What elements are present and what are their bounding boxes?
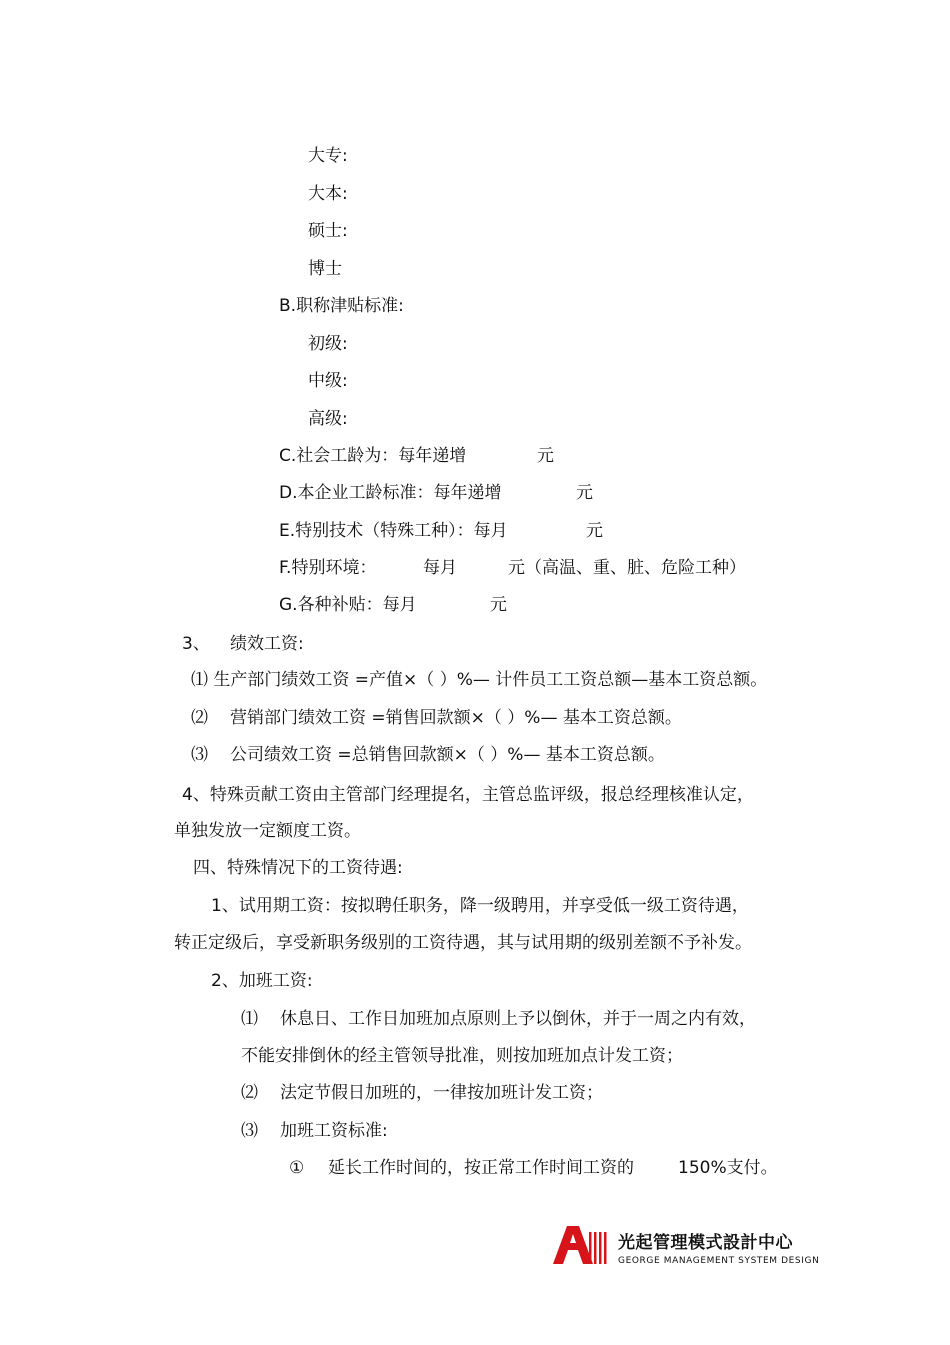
- overtime-2: 法定节假日加班的，一律按加班计发工资；: [280, 1083, 603, 1103]
- overtime-1-line2: 不能安排倒休的经主管领导批准，则按加班加点计发工资；: [241, 1046, 683, 1066]
- overtime-1-line1: 休息日、工作日加班加点原则上予以倒休，并于一周之内有效，: [280, 1009, 756, 1029]
- edu-line: 大本:: [308, 184, 348, 204]
- overtime-heading: 2、加班工资:: [211, 971, 313, 991]
- title-level: 初级:: [308, 334, 348, 354]
- trial-wage-line1: 1、试用期工资：按拟聘任职务，降一级聘用，并享受低一级工资待遇，: [211, 896, 749, 916]
- edu-line: 硕士:: [308, 221, 348, 241]
- item-f-mid: 每月: [423, 558, 457, 578]
- item-d-label: D.本企业工龄标准：每年递增: [279, 483, 502, 503]
- section-3-title: 绩效工资:: [230, 634, 304, 654]
- item-g-unit: 元: [490, 595, 507, 615]
- overtime-3-number: ⑶: [241, 1121, 258, 1141]
- trial-wage-line2: 转正定级后，享受新职务级别的工资待遇，其与试用期的级别差额不予补发。: [174, 933, 752, 953]
- overtime-2-number: ⑵: [241, 1083, 258, 1103]
- item-c-label: C.社会工龄为：每年递增: [279, 446, 467, 466]
- item-f-tail: 元（高温、重、脏、危险工种）: [508, 558, 746, 578]
- title-level: 高级:: [308, 409, 348, 429]
- edu-line: 博士: [308, 259, 342, 279]
- section-four-heading: 四、特殊情况下的工资待遇:: [193, 858, 403, 878]
- special-contribution-line2: 单独发放一定额度工资。: [174, 821, 361, 841]
- logo-english-name: GEORGE MANAGEMENT SYSTEM DESIGN: [618, 1256, 820, 1266]
- company-logo-icon: [553, 1226, 611, 1270]
- perf-formula-3-number: ⑶: [191, 745, 208, 765]
- overtime-1-number: ⑴: [241, 1009, 258, 1029]
- title-level: 中级:: [308, 371, 348, 391]
- edu-line: 大专:: [308, 146, 348, 166]
- overtime-3: 加班工资标准:: [280, 1121, 388, 1141]
- item-e-unit: 元: [586, 521, 603, 541]
- perf-formula-2: 营销部门绩效工资 =销售回款额×（ ）%— 基本工资总额。: [230, 708, 682, 728]
- section-3-number: 3、: [182, 634, 210, 654]
- item-d-unit: 元: [576, 483, 593, 503]
- item-e-label: E.特别技术（特殊工种）：每月: [279, 521, 508, 541]
- logo-chinese-name: 光起管理模式設計中心: [618, 1233, 793, 1253]
- overtime-3a-number: ①: [289, 1158, 305, 1178]
- overtime-3a-percent: 150%支付。: [678, 1158, 778, 1178]
- perf-formula-2-number: ⑵: [191, 708, 208, 728]
- title-allowance-heading: B.职称津贴标准:: [279, 296, 404, 316]
- item-c-unit: 元: [537, 446, 554, 466]
- overtime-3a: 延长工作时间的，按正常工作时间工资的: [328, 1158, 634, 1178]
- perf-formula-3: 公司绩效工资 =总销售回款额×（ ）%— 基本工资总额。: [230, 745, 665, 765]
- perf-formula-1: ⑴ 生产部门绩效工资 =产值×（ ）%— 计件员工工资总额—基本工资总额。: [191, 670, 768, 690]
- special-contribution-line1: 4、特殊贡献工资由主管部门经理提名，主管总监评级，报总经理核准认定，: [182, 785, 754, 805]
- item-f-label: F.特别环境：: [279, 558, 377, 578]
- item-g-label: G.各种补贴：每月: [279, 595, 417, 615]
